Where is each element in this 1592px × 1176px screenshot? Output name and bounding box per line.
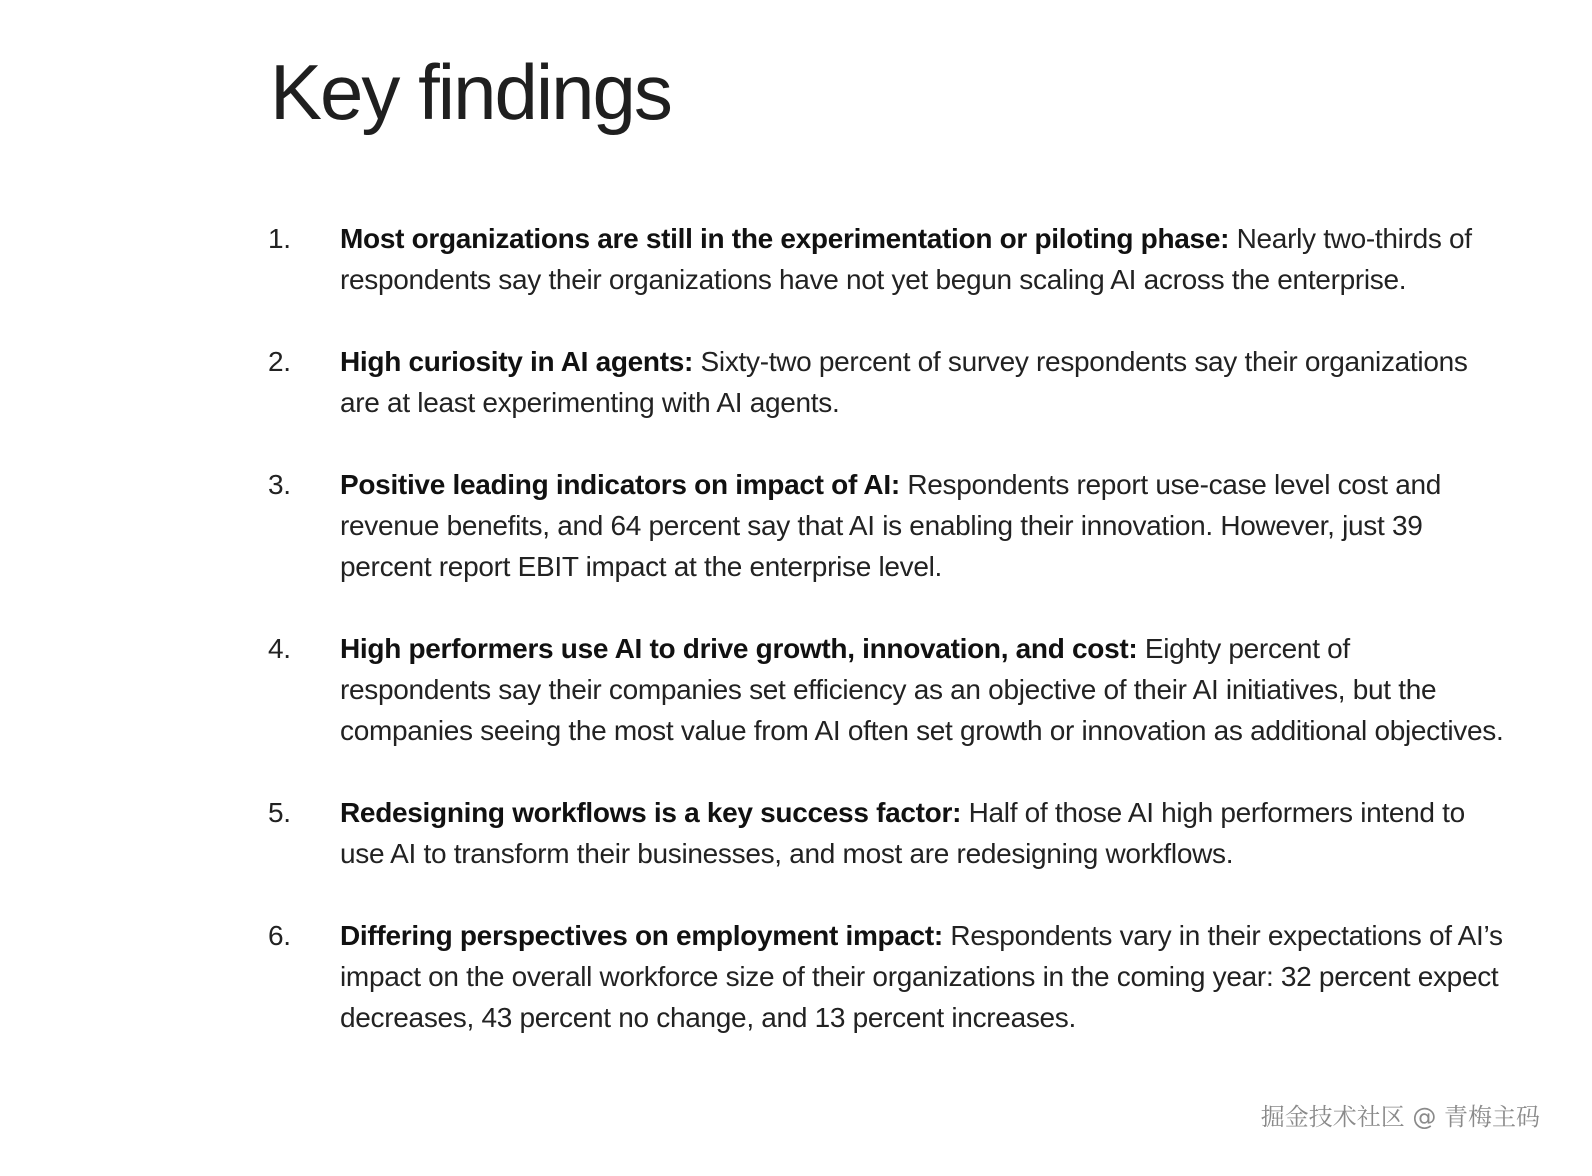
finding-item-1 <box>268 218 1508 300</box>
finding-item-5 <box>268 792 1508 874</box>
finding-number: 3. <box>268 469 291 500</box>
finding-number: 1. <box>268 223 291 254</box>
finding-item-3 <box>268 464 1508 587</box>
finding-lead: Redesigning workflows is a key success factor: <box>340 797 962 828</box>
finding-number: 6. <box>268 920 291 951</box>
finding-text: Sixty-two percent of survey respondents say their organizations are at least experimenting with AI agents. <box>340 346 1468 418</box>
finding-text: Eighty percent of respondents say their companies set efficiency as an objective of their AI initiatives, but the companies seeing the most value from AI often set growth or innovation as additional objectives. <box>340 633 1504 746</box>
finding-item-6 <box>268 915 1508 1038</box>
finding-lead: Most organizations are still in the experimentation or piloting phase: <box>340 223 1230 254</box>
finding-number: 4. <box>268 633 291 664</box>
finding-text: Nearly two-thirds of respondents say their organizations have not yet begun scaling AI across the enterprise. <box>340 223 1472 295</box>
finding-lead: High curiosity in AI agents: <box>340 346 694 377</box>
page-title: Key findings <box>270 48 671 136</box>
finding-lead: Positive leading indicators on impact of AI: <box>340 469 900 500</box>
finding-number: 2. <box>268 346 291 377</box>
finding-text: Respondents vary in their expectations of AI’s impact on the overall workforce size of their organizations in the coming year: 32 percent expect decreases, 43 percent no change, and 13 percent increases. <box>340 920 1503 1033</box>
watermark: 掘金技术社区 @ 青梅主码 <box>1260 1103 1540 1131</box>
finding-lead: High performers use AI to drive growth, innovation, and cost: <box>340 633 1138 664</box>
finding-text: Half of those AI high performers intend to use AI to transform their businesses, and most are redesigning workflows. <box>340 797 1465 869</box>
key-findings-list <box>268 218 1508 1079</box>
finding-item-2 <box>268 341 1508 423</box>
finding-lead: Differing perspectives on employment impact: <box>340 920 943 951</box>
finding-item-4 <box>268 628 1508 751</box>
finding-text: Respondents report use-case level cost and revenue benefits, and 64 percent say that AI is enabling their innovation. However, just 39 percent report EBIT impact at the enterprise level. <box>340 469 1442 582</box>
finding-number: 5. <box>268 797 291 828</box>
